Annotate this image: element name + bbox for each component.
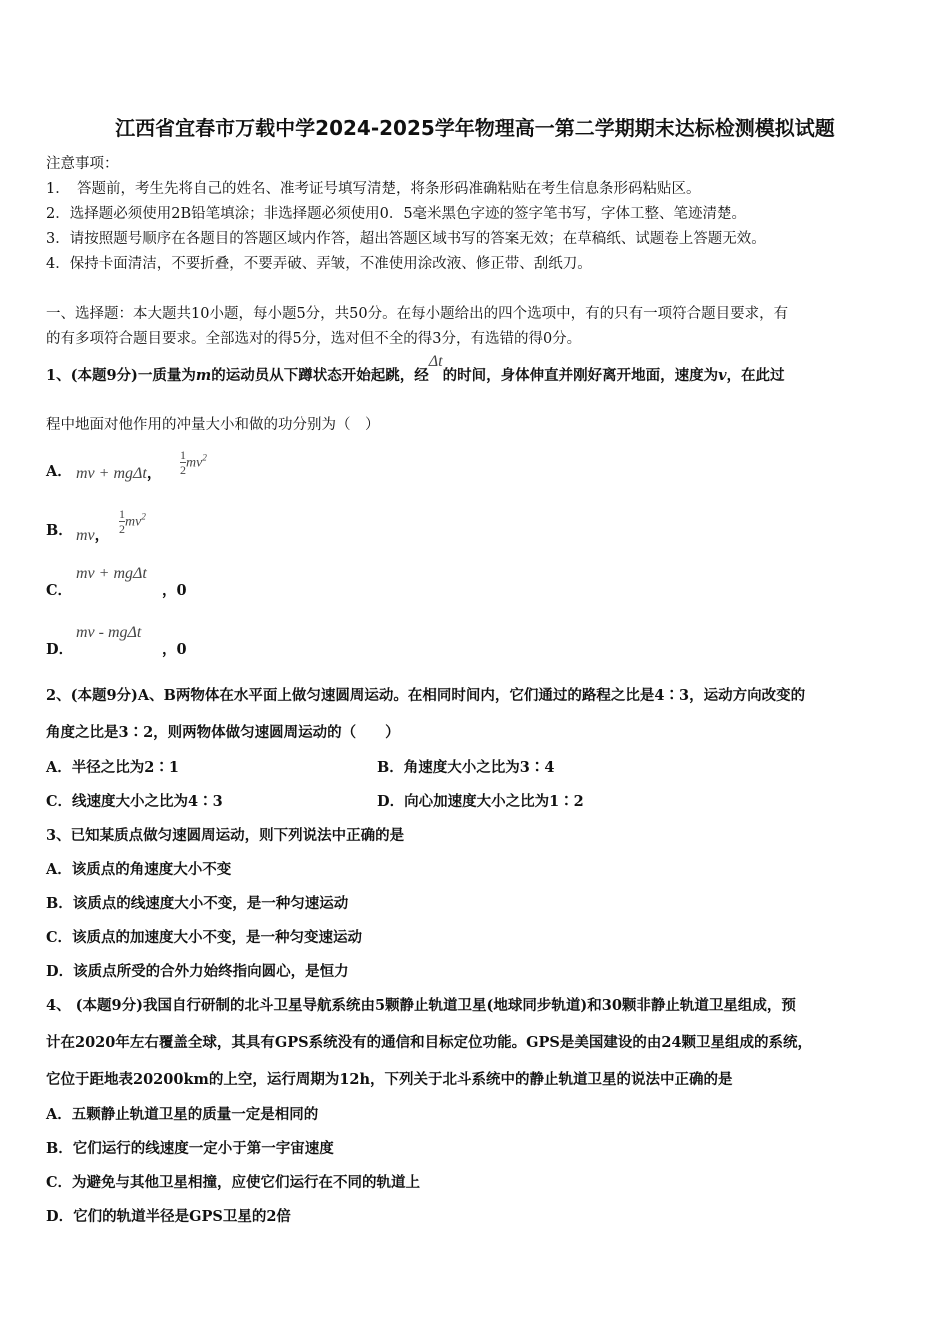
frac-denominator: 2 xyxy=(119,522,125,536)
q3-option-d: D．该质点所受的合外力始终指向圆心，是恒力 xyxy=(46,963,349,980)
q1-option-d-label: D． xyxy=(46,641,74,658)
q1-option-b xyxy=(76,524,109,545)
q1-option-a-frac xyxy=(180,448,207,477)
q2-option-b: B．角速度大小之比为3∶4 xyxy=(377,759,555,776)
superscript: 2 xyxy=(141,511,146,522)
q4-option-c: C．为避免与其他卫星相撞，应使它们运行在不同的轨道上 xyxy=(46,1174,421,1191)
q1-stem-line2: 程中地面对他作用的冲量大小和做的功分别为（ ） xyxy=(46,417,380,433)
q1-option-b-tail: mv xyxy=(125,514,142,530)
q1-part4: ，在此过 xyxy=(726,367,785,384)
q3-option-a: A．该质点的角速度大小不变 xyxy=(46,861,232,878)
q4-option-a: A．五颗静止轨道卫星的质量一定是相同的 xyxy=(46,1106,319,1123)
q1-m: m xyxy=(195,367,212,384)
q1-option-a xyxy=(76,462,161,483)
page-title: 江西省宜春市万载中学2024-2025学年物理高一第二学期期末达标检测模拟试题 xyxy=(115,116,835,140)
q3-option-c: C．该质点的加速度大小不变，是一种匀变速运动 xyxy=(46,929,363,946)
notice-item: 4．保持卡面清洁，不要折叠，不要弄破、弄皱，不准使用涂改液、修正带、刮纸刀。 xyxy=(46,256,592,272)
q1-option-b-expr: mv xyxy=(76,527,95,544)
frac-denominator: 2 xyxy=(180,463,186,477)
notice-heading: 注意事项： xyxy=(46,156,119,172)
q1-option-d-sep: ， xyxy=(162,641,177,658)
q4-option-b: B．它们运行的线速度一定小于第一宇宙速度 xyxy=(46,1140,334,1157)
q2-stem-line1: 2、(本题9分)A、B两物体在水平面上做匀速圆周运动。在相同时间内，它们通过的路程之比是4∶3，运动方向改变的 xyxy=(46,687,806,704)
q1-option-c-math: mv + mgΔt xyxy=(76,565,147,582)
q4-option-d: D．它们的轨道半径是GPS卫星的2倍 xyxy=(46,1208,291,1225)
q1-option-d-math: mv - mgΔt xyxy=(76,624,142,641)
q1-option-b-sep: ， xyxy=(94,527,110,544)
q1-option-d-expr xyxy=(76,624,141,642)
q1-stem-line1 xyxy=(46,353,785,385)
notice-item: 2．选择题必须使用2B铅笔填涂；非选择题必须使用0．5毫米黑色字迹的签字笔书写，字体工整、笔迹清楚。 xyxy=(46,206,747,222)
q1-option-a-sep: ， xyxy=(146,465,162,482)
q1-part3: 的时间，身体伸直并刚好离开地面，速度为 xyxy=(442,367,719,384)
q2-option-d: D．向心加速度大小之比为1∶2 xyxy=(377,793,584,810)
q4-stem-line2: 计在2020年左右覆盖全球，其具有GPS系统没有的通信和目标定位功能。GPS是美国建设的由24颗卫星组成的系统， xyxy=(46,1034,813,1051)
notice-item: 1． 答题前，考生先将自己的姓名、准考证号填写清楚，将条形码准确粘贴在考生信息条形码粘贴区。 xyxy=(46,181,701,197)
q1-part1: 1、(本题9分)一质量为 xyxy=(46,367,196,384)
section-intro-line1: 一、选择题：本大题共10小题，每小题5分，共50分。在每小题给出的四个选项中，有的只有一项符合题目要求，有 xyxy=(46,306,789,322)
q1-option-c-sep: ， xyxy=(162,582,177,599)
q4-stem-line3: 它位于距地表20200km的上空，运行周期为12h，下列关于北斗系统中的静止轨道卫星的说法中正确的是 xyxy=(46,1071,733,1088)
q1-option-a-label: A． xyxy=(46,463,72,480)
q1-option-d-answer xyxy=(162,638,187,659)
q2-option-a: A．半径之比为2∶1 xyxy=(46,759,179,776)
q4-stem-line1: 4、 (本题9分)我国自行研制的北斗卫星导航系统由5颗静止轨道卫星(地球同步轨道)和30颗非静止轨道卫星组成，预 xyxy=(46,997,796,1014)
q1-option-a-tail: mv xyxy=(186,455,203,471)
q3-stem: 3、已知某质点做匀速圆周运动，则下列说法中正确的是 xyxy=(46,827,405,844)
q2-option-c: C．线速度大小之比为4∶3 xyxy=(46,793,223,810)
q1-v: v xyxy=(718,367,727,384)
frac-numerator: 1 xyxy=(180,448,186,462)
q1-option-d-zero: 0 xyxy=(176,641,187,658)
q1-option-a-expr: mv + mgΔt xyxy=(76,465,147,482)
notice-item: 3．请按照题号顺序在各题目的答题区域内作答，超出答题区域书写的答案无效；在草稿纸、试题卷上答题无效。 xyxy=(46,231,766,247)
q1-option-c-zero: 0 xyxy=(176,582,187,599)
frac-numerator: 1 xyxy=(119,507,125,521)
superscript: 2 xyxy=(202,452,207,463)
section-intro-line2: 的有多项符合题目要求。全部选对的得5分，选对但不全的得3分，有选错的得0分。 xyxy=(46,331,582,347)
q1-part2: 的运动员从下蹲状态开始起跳，经 xyxy=(211,367,429,384)
q1-option-c-answer xyxy=(162,579,187,600)
q3-option-b: B．该质点的线速度大小不变，是一种匀速运动 xyxy=(46,895,349,912)
q2-stem-line2: 角度之比是3∶2，则两物体做匀速圆周运动的（ ） xyxy=(46,724,400,741)
q1-option-b-label: B． xyxy=(46,522,73,539)
q1-dt: Δt xyxy=(428,353,443,370)
q1-option-c-expr xyxy=(76,565,147,583)
q1-option-c-label: C． xyxy=(46,582,73,599)
q1-option-b-frac xyxy=(119,507,146,536)
